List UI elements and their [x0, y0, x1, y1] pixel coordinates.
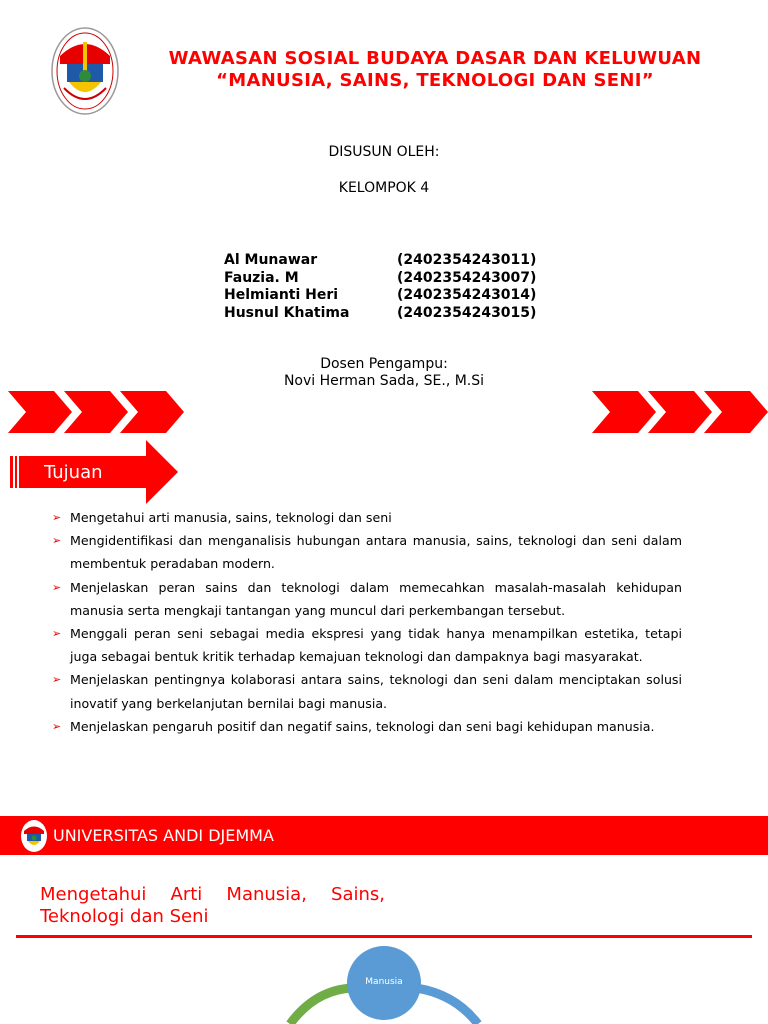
university-logo	[50, 26, 120, 116]
list-item	[52, 506, 682, 529]
arrow-bullet-icon: ➢	[52, 719, 62, 733]
objective-text: Menjelaskan peran sains dan teknologi dalam memecahkan masalah-masalah kehidupan manusia serta mengkaji tantangan yang muncul dari perkembangan tersebut.	[70, 579, 682, 618]
lecturer-label: Dosen Pengampu:	[320, 356, 448, 372]
list-item	[52, 576, 682, 622]
chevron-arrows-left-icon	[8, 391, 186, 433]
presentation-title	[150, 48, 720, 92]
member-name: Helmianti Heri	[224, 287, 339, 303]
member-name: Fauzia. M	[224, 269, 299, 286]
member-row	[224, 252, 536, 270]
member-id: (2402354243015)	[397, 304, 537, 321]
list-item	[52, 668, 682, 714]
objective-text: Mengidentifikasi dan menganalisis hubungan antara manusia, sains, teknologi dan seni dalam membentuk peradaban modern.	[70, 533, 682, 572]
arrow-bullet-icon: ➢	[52, 627, 62, 641]
list-item	[52, 622, 682, 668]
divider	[16, 935, 752, 938]
title-line-1: WAWASAN SOSIAL BUDAYA DASAR DAN KELUWUAN	[168, 48, 702, 69]
blue-arc	[416, 988, 478, 1024]
member-list	[224, 252, 536, 322]
section-title: Mengetahui Arti Manusia, Sains, Teknologi dan Seni	[40, 884, 385, 927]
lecturer-name: Novi Herman Sada, SE., M.Si	[283, 373, 485, 389]
member-row	[224, 270, 536, 288]
prepared-by-label: DISUSUN OLEH:	[328, 144, 440, 160]
member-name: Al Munawar	[224, 252, 318, 268]
member-id: (2402354243011)	[397, 252, 537, 268]
objective-text: Mengetahui arti manusia, sains, teknologi dan seni	[70, 510, 392, 525]
arrow-bullet-icon: ➢	[52, 673, 62, 687]
member-id: (2402354243014)	[397, 287, 537, 303]
objectives-heading: Tujuan	[44, 462, 103, 483]
objective-text: Menggali peran seni sebagai media ekspresi yang tidak hanya menampilkan estetika, tetapi juga sebagai bentuk kritik terhadap kemajuan teknologi dan dampaknya bagi masyarakat.	[70, 626, 682, 665]
chevron-arrows-right-icon	[592, 391, 768, 433]
university-logo-small	[20, 819, 48, 853]
title-line-2: “MANUSIA, SAINS, TEKNOLOGI DAN SENI”	[216, 70, 654, 91]
objectives-list	[52, 506, 682, 738]
green-arc	[290, 988, 352, 1024]
objective-text: Menjelaskan pengaruh positif dan negatif sains, teknologi dan seni bagi kehidupan manusia.	[70, 718, 655, 734]
arrow-bullet-icon: ➢	[52, 580, 62, 594]
member-id: (2402354243007)	[397, 269, 537, 286]
objective-text: Menjelaskan pentingnya kolaborasi antara sains, teknologi dan seni dalam menciptakan solusi inovatif yang berkelanjutan bernilai bagi manusia.	[70, 672, 682, 711]
arrow-bullet-icon: ➢	[52, 534, 62, 548]
university-name: UNIVERSITAS ANDI DJEMMA	[53, 826, 274, 845]
member-row	[224, 305, 536, 323]
list-item	[52, 529, 682, 575]
arrow-bullet-icon: ➢	[52, 511, 62, 524]
list-item	[52, 715, 682, 738]
group-label: KELOMPOK 4	[338, 180, 430, 196]
member-name: Husnul Khatima	[224, 304, 350, 321]
diagram-node-label: Manusia	[365, 977, 403, 987]
member-row	[224, 287, 536, 305]
